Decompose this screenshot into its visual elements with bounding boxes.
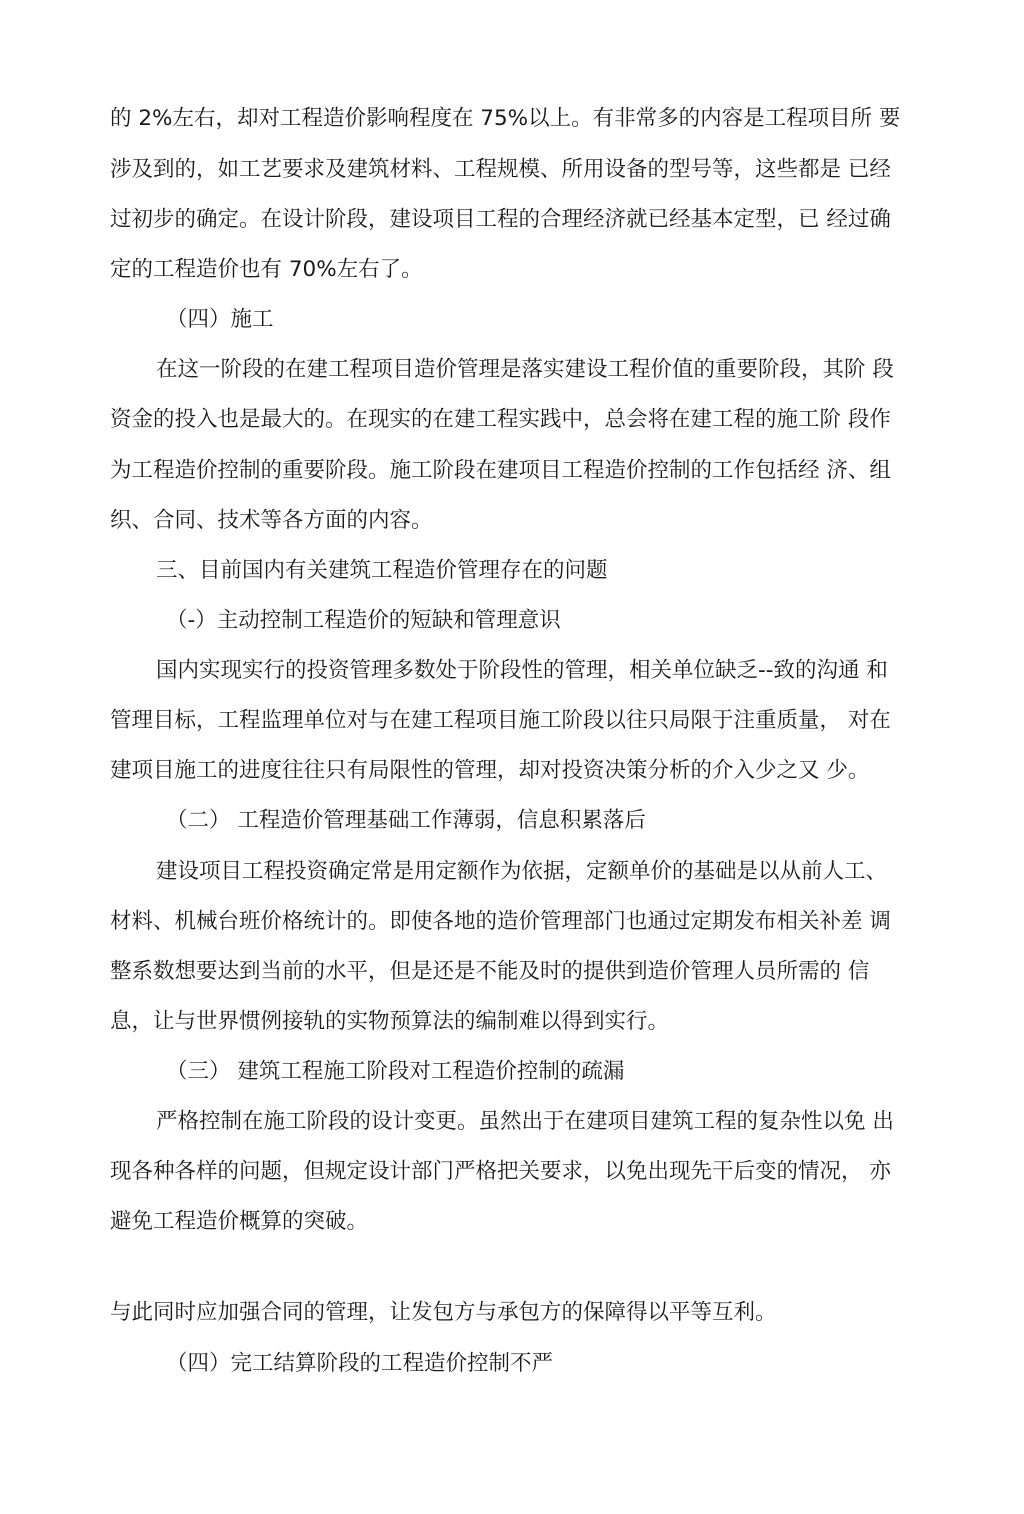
text-line: 资金的投入也是最大的。在现实的在建工程实践中，总会将在建工程的施工阶 段作	[110, 407, 891, 432]
paragraph-start-line: 建设项目工程投资确定常是用定额作为依据，定额单价的基础是以从前人工、	[156, 859, 888, 884]
subsection-heading: （三） 建筑工程施工阶段对工程造价控制的疏漏	[166, 1059, 625, 1084]
text-line: 避免工程造价概算的突破。	[110, 1209, 369, 1234]
paragraph-start-line: 国内实现实行的投资管理多数处于阶段性的管理，相关单位缺乏--致的沟通 和	[156, 658, 888, 683]
paragraph-start-line: 严格控制在施工阶段的设计变更。虽然出于在建项目建筑工程的复杂性以免 出	[156, 1109, 894, 1134]
text-line: 为工程造价控制的重要阶段。施工阶段在建项目工程造价控制的工作包括经 济、组	[110, 458, 891, 483]
text-line: 建项目施工的进度往往只有局限性的管理，却对投资决策分析的介入少之又 少。	[110, 758, 870, 783]
text-line: 涉及到的，如工艺要求及建筑材料、工程规模、所用设备的型号等，这些都是 已经	[110, 157, 891, 182]
text-line: 过初步的确定。在设计阶段，建设项目工程的合理经济就已经基本定型，已 经过确	[110, 207, 891, 232]
section-heading: （四）施工	[166, 307, 274, 332]
subsection-heading: （二） 工程造价管理基础工作薄弱，信息积累落后	[166, 808, 646, 833]
section-heading: 三、目前国内有关建筑工程造价管理存在的问题	[156, 558, 608, 583]
paragraph-start-line: 在这一阶段的在建工程项目造价管理是落实建设工程价值的重要阶段，其阶 段	[156, 357, 894, 382]
subsection-heading: （-）主动控制工程造价的短缺和管理意识	[166, 608, 561, 633]
text-line: 材料、机械台班价格统计的。即使各地的造价管理部门也通过定期发布相关补差 调	[110, 909, 891, 934]
text-line: 息，让与世界惯例接轨的实物预算法的编制难以得到实行。	[110, 1009, 670, 1034]
text-line: 整系数想要达到当前的水平，但是还是不能及时的提供到造价管理人员所需的 信	[110, 959, 870, 984]
subsection-heading: （四）完工结算阶段的工程造价控制不严	[166, 1351, 554, 1376]
text-line: 织、合同、技术等各方面的内容。	[110, 508, 433, 533]
text-line: 现各种各样的问题，但规定设计部门严格把关要求，以免出现先干后变的情况， 亦	[110, 1159, 891, 1184]
text-line: 管理目标，工程监理单位对与在建工程项目施工阶段以往只局限于注重质量， 对在	[110, 708, 891, 733]
text-line: 定的工程造价也有 70%左右了。	[110, 257, 423, 282]
text-line: 的 2%左右，却对工程造价影响程度在 75%以上。有非常多的内容是工程项目所 要	[110, 106, 901, 131]
text-line: 与此同时应加强合同的管理，让发包方与承包方的保障得以平等互利。	[110, 1300, 777, 1325]
